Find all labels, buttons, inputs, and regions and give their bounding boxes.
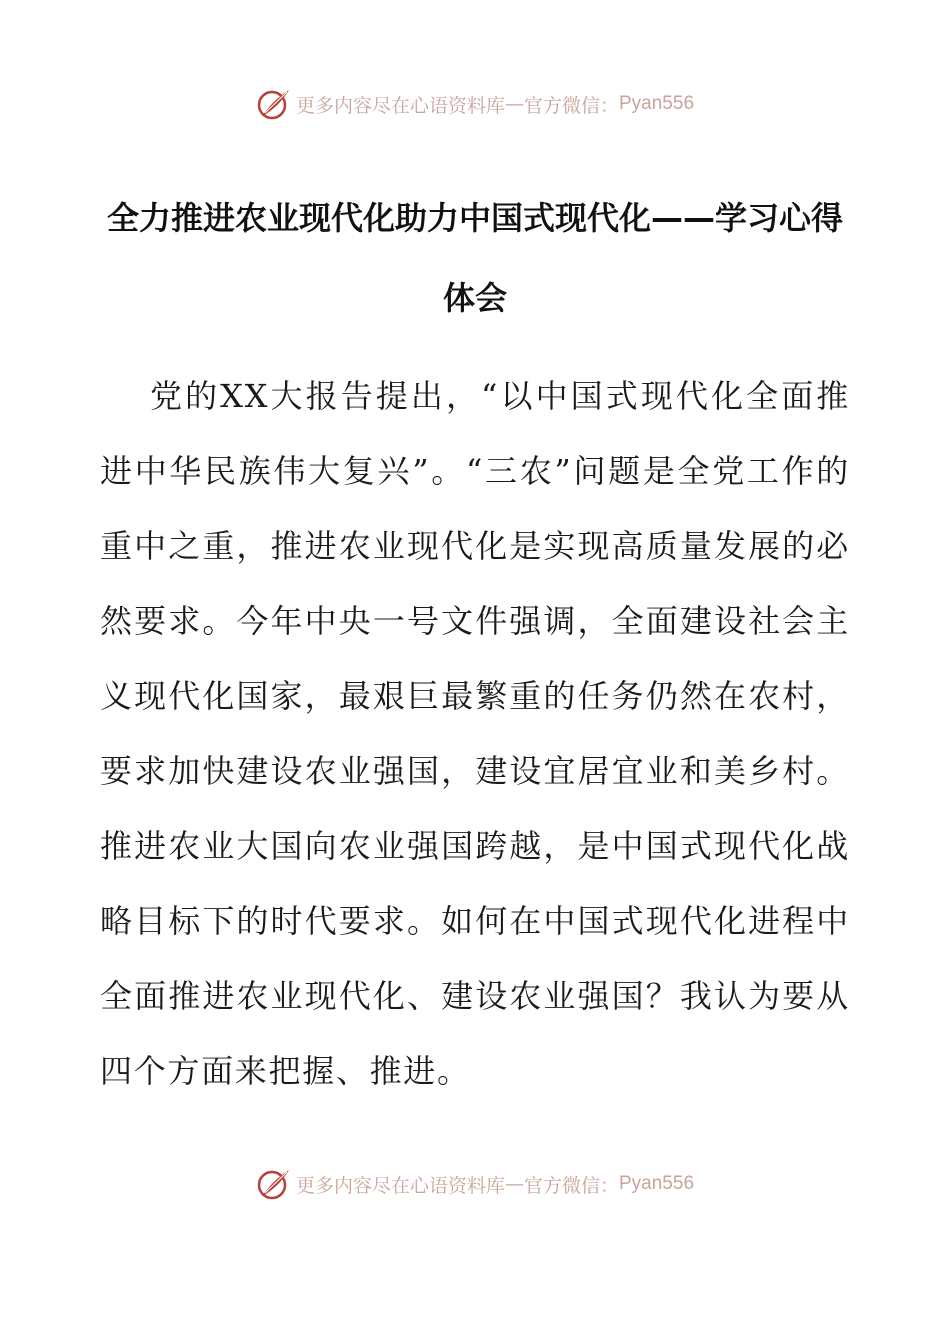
banner-wechat-id: Pyan556 [619,93,695,114]
quill-logo-icon [256,1166,292,1202]
banner-site-text: 更多内容尽在心语资料库 [295,1174,505,1197]
banner-wechat-id: Pyan556 [619,1173,695,1194]
banner-wechat-label: 官方微信： [523,1174,619,1197]
banner-separator: — [504,1173,524,1195]
header-watermark-banner [0,84,950,124]
body-paragraph: 党的XX大报告提出，“以中国式现代化全面推进中华民族伟大复兴”。“三农”问题是全党工作的重中之重，推进农业现代化是实现高质量发展的必然要求。今年中央一号文件强调，全面建设社会主义现代化国家，最艰巨最繁重的任务仍然在农村，要求加快建设农业强国，建设宜居宜业和美乡村。推进农业大国向农业强国跨越，是中国式现代化战略目标下的时代要求。如何在中国式现代化进程中全面推进农业现代化、建设农业强国？我认为要从四个方面来把握、推进。 [100,377,850,1090]
banner-wechat-label: 官方微信： [523,94,619,117]
banner-site-text: 更多内容尽在心语资料库 [295,94,505,117]
quill-logo-icon [256,86,292,122]
footer-watermark-banner [0,1164,950,1204]
banner-separator: — [504,93,524,115]
document-title: 全力推进农业现代化助力中国式现代化——学习心得体会 [106,199,843,317]
